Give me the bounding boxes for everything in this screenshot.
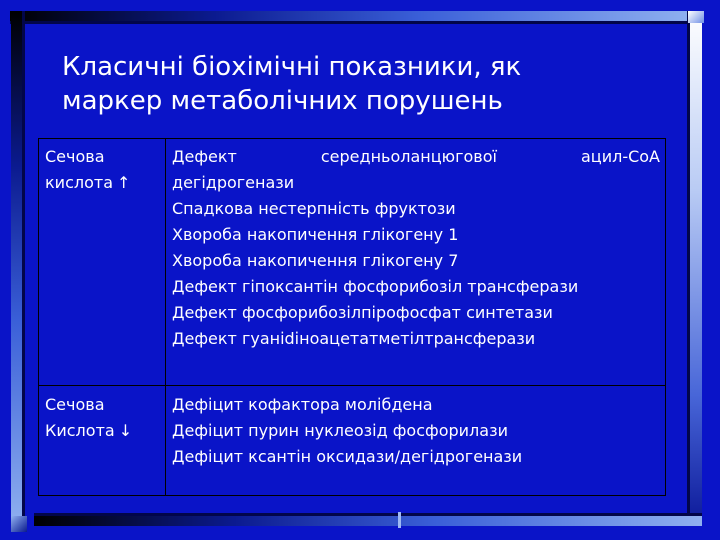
list-item: Дефіцит пурин нуклеозід фосфорилази: [172, 421, 508, 440]
list-item: Хвороба накопичення глікогену 1: [172, 225, 459, 244]
list-item: Дефект гуаніdіноацетатметілтрансферази: [172, 329, 536, 348]
label-word: кислота: [45, 173, 113, 192]
frame-corner-top-right: [688, 11, 704, 23]
list-item: дегідрогенази: [172, 173, 295, 192]
frame-left-bar: [11, 11, 22, 527]
list-item: Дефект середньоланцюгової ацил-CoA: [172, 147, 660, 166]
frame-bottom-tick: [398, 512, 401, 528]
frame-top-bar: [10, 11, 692, 21]
frame-left-shadow: [22, 11, 25, 527]
label-line: Сечова: [45, 147, 105, 166]
label-word: Кислота: [45, 421, 115, 440]
label-line: [45, 170, 163, 196]
list-item: Спадкова нестерпність фруктози: [172, 199, 456, 218]
list-item: Дефіцит кофактора молібдена: [172, 395, 433, 414]
row-uric-acid-decreased-label: [45, 392, 163, 444]
table-column-divider: [165, 139, 166, 495]
row-uric-acid-decreased-items: [172, 392, 660, 470]
title-line-2: маркер метаболічних порушень: [62, 86, 503, 116]
row-uric-acid-increased-items: [172, 144, 660, 352]
list-item: Дефіцит ксантін оксидази/дегідрогенази: [172, 447, 523, 466]
label-line: [45, 418, 163, 444]
frame-bottom-bar: [34, 516, 702, 526]
markers-table: [38, 138, 666, 496]
slide-title: [62, 50, 622, 118]
frame-right-bar: [690, 11, 702, 523]
frame-top-shadow: [10, 21, 692, 24]
row-uric-acid-increased-label: [45, 144, 163, 196]
arrow-up-icon: ↑: [117, 173, 131, 192]
title-line-1: Класичні біохімічні показники, як: [62, 52, 522, 82]
label-line: Сечова: [45, 395, 105, 414]
table-row-divider: [39, 385, 665, 386]
arrow-down-icon: ↓: [118, 421, 133, 440]
frame-corner-bottom-left: [11, 516, 27, 532]
list-item: Дефект гіпоксантін фосфорибозіл трансферази: [172, 277, 579, 296]
list-item: Хвороба накопичення глікогену 7: [172, 251, 459, 270]
list-item: Дефект фосфорибозілпірофосфат синтетази: [172, 303, 553, 322]
